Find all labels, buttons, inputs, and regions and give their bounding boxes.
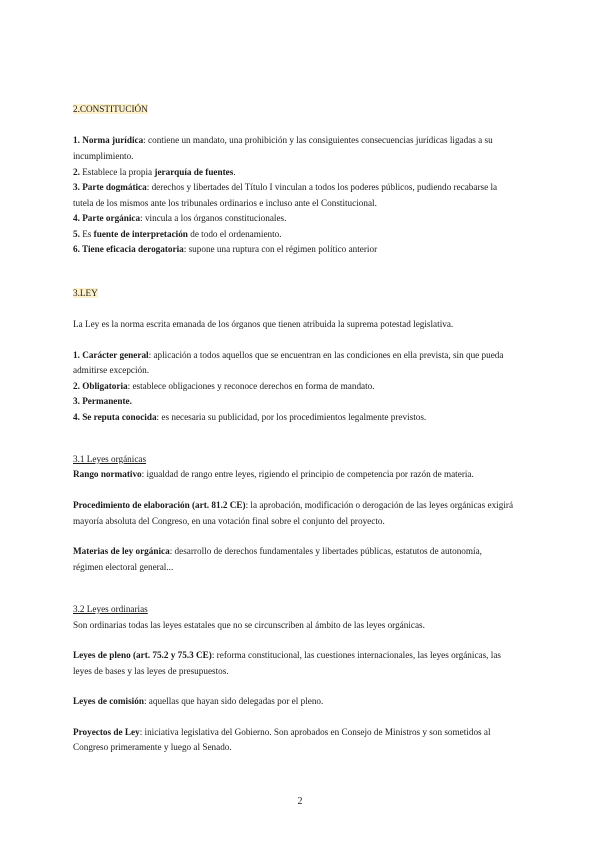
subsection-heading-leyes-organicas: 3.1 Leyes orgánicas [73,454,147,464]
section-heading-ley: 3.LEY [73,288,98,298]
s2-item-5: 5. Es fuente de interpretación de todo el ordenamiento. [73,229,282,239]
s2-item-3-line-1: 3. Parte dogmática: derechos y libertades del Título I vinculan a todos los poderes públicos, pudiendo recabarse la [73,182,498,192]
section-heading-constitucion: 2.CONSTITUCIÓN [73,104,148,114]
s2-item-3-line-2: tutela de los mismos ante los tribunales ordinarios e incluso ante el Constitucional. [73,198,377,208]
s32-intro: Son ordinarias todas las leyes estatales que no se circunscriben al ámbito de las leyes orgánicas. [73,620,425,630]
s31-procedimiento-line-2: mayoría absoluta del Congreso, en una votación final sobre el conjunto del proyecto. [73,516,385,526]
s31-materias-line-1: Materias de ley orgánica: desarrollo de derechos fundamentales y libertades públicas, estatutos de autonomía, [73,546,482,556]
s31-materias-line-2: régimen electoral general... [73,562,174,572]
s2-item-4: 4. Parte orgánica: vincula a los órganos constitucionales. [73,213,287,223]
s32-pleno-line-1: Leyes de pleno (art. 75.2 y 75.3 CE): reforma constitucional, las cuestiones internacionales, las leyes orgánicas, las [73,650,501,660]
s32-proyectos-line-1: Proyectos de Ley: iniciativa legislativa del Gobierno. Son aprobados en Consejo de Ministros y son sometidos al [73,727,491,737]
s3-item-3: 3. Permanente. [73,396,132,406]
s2-item-1-line-2: incumplimiento. [73,151,134,161]
s32-pleno-line-2: leyes de bases y las leyes de presupuestos. [73,666,229,676]
s32-proyectos-line-2: Congreso primeramente y luego al Senado. [73,742,232,752]
s3-item-4: 4. Se reputa conocida: es necesaria su publicidad, por los procedimientos legalmente previstos. [73,412,427,422]
s2-item-2: 2. Establece la propia jerarquía de fuentes. [73,167,236,177]
s2-item-1-line-1: 1. Norma jurídica: contiene un mandato, una prohibición y las consiguientes consecuencias jurídicas ligadas a su [73,135,493,145]
s31-procedimiento-line-1: Procedimiento de elaboración (art. 81.2 CE): la aprobación, modificación o derogación de las leyes orgánicas exigirá [73,500,514,510]
s3-item-1-line-2: admitirse excepción. [73,365,150,375]
page-number: 2 [297,796,303,807]
s3-item-1-line-1: 1. Carácter general: aplicación a todos aquellos que se encuentran en las condiciones en ella prevista, sin que pueda [73,350,504,360]
s2-item-6: 6. Tiene eficacia derogatoria: supone una ruptura con el régimen político anterior [73,244,378,254]
s3-item-2: 2. Obligatoria: establece obligaciones y reconoce derechos en forma de mandato. [73,381,375,391]
s31-rango: Rango normativo: igualdad de rango entre leyes, rigiendo el principio de competencia por razón de materia. [73,469,474,479]
subsection-heading-leyes-ordinarias: 3.2 Leyes ordinarias [73,604,148,614]
s32-comision: Leyes de comisión: aquellas que hayan sido delegadas por el pleno. [73,696,324,706]
s3-intro: La Ley es la norma escrita emanada de los órganos que tienen atribuida la suprema potestad legislativa. [73,319,454,329]
